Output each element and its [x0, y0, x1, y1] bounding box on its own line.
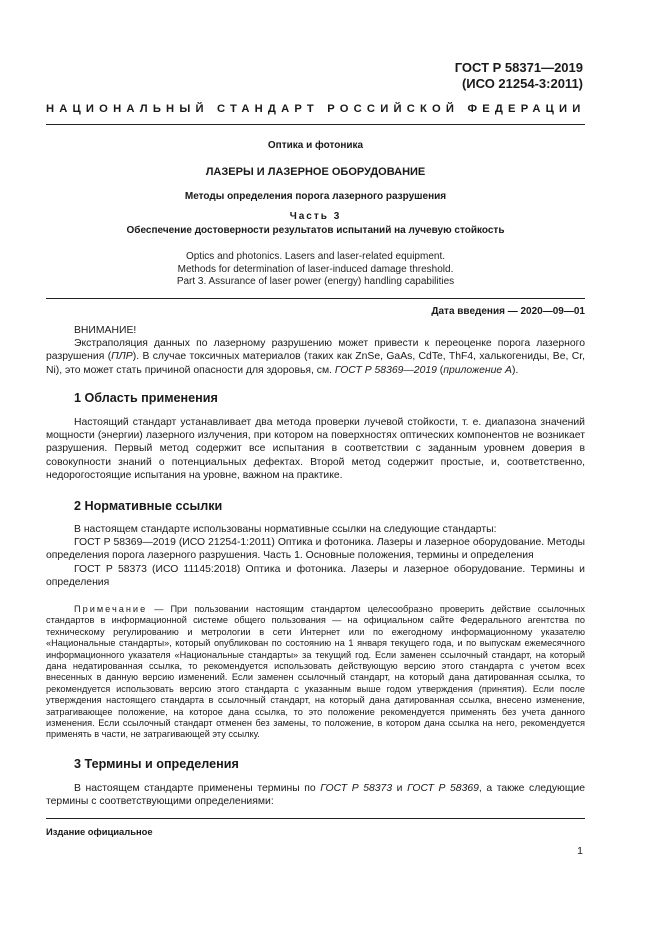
- section-1-text: Настоящий стандарт устанавливает два метода проверки лучевой стойкости, т. е. диапазона значений мощности (энергии) лазерного излучения, при котором на поверхностях оптических компонентов не возникает разрушения. Первый метод содержит все испытания в соответствии с заданным уровнем доверия в совокупности знаний о потенциальных дефектах. Второй метод содержит простые, и, соответственно, недорогостоящие испытания на уровне, важном на практике.: [46, 417, 585, 481]
- section-2-text: [46, 523, 585, 589]
- footer-divider: [46, 818, 585, 819]
- english-title: [46, 251, 585, 289]
- gost-number: ГОСТ Р 58371—2019: [454, 60, 583, 75]
- note-label: Примечание: [74, 604, 148, 614]
- introduction-date: Дата введения — 2020—09—01: [431, 306, 585, 317]
- iso-number: (ИСО 21254-3:2011): [461, 76, 583, 91]
- english-line: Part 3. Assurance of laser power (energy) handling capabilities: [176, 276, 455, 288]
- warning-text: Экстраполяция данных по лазерному разрушению может привести к переоценке порога лазерного разрушения (ПЛР). В случае токсичных материалов (таких как ZnSe, GaAs, CdTe, ThF4, халькогениды, Be, Cr, Ni), это может стать причиной опасности для здоровья, см. ГОСТ Р 58369—2019 (приложение А).: [46, 338, 585, 376]
- part-title: Обеспечение достоверности результатов испытаний на лучевую стойкость: [126, 225, 505, 236]
- standard-designation: [455, 60, 583, 92]
- note-text: — При пользовании настоящим стандартом целесообразно проверить действие ссылочных стандартов в информационной системе общего пользования — на официальном сайте Федерального агентства по техническому регулированию и метрологии в сети Интернет или по ежегодному информационному указателю «Национальные стандарты», который опубликован по состоянию на 1 января текущего года, и по выпускам ежемесячного информационного указателя «Национальные стандарты» за текущий год. Если заменен ссылочный стандарт, на который дана недатированная ссылка, то рекомендуется использовать действующую версию этого стандарта с учетом всех внесенных в данную версию изменений. Если заменен ссылочный стандарт, на который дана датированная ссылка, то рекомендуется использовать версию этого стандарта с указанным выше годом утверждения (принятия). Если после утверждения настоящего стандарта в ссылочный стандарт, на который дана датированная ссылка, внесено изменение, затрагивающее положение, на которое дана ссылка, то это положение рекомендуется применять без учета данного изменения. Если ссылочный стандарт отменен без замены, то положение, в котором дана ссылка на него, рекомендуется применять в части, не затрагивающей эту ссылку.: [46, 604, 585, 740]
- part-label: Часть 3: [289, 211, 342, 222]
- normative-ref: ГОСТ Р 58369—2019 (ИСО 21254-1:2011) Оптика и фотоника. Лазеры и лазерное оборудование. Методы определения порога лазерного разрушения. Часть 1. Основные положения, термины и определения: [46, 537, 585, 562]
- section-1-heading: 1 Область применения: [74, 391, 218, 405]
- section-3-heading: 3 Термины и определения: [74, 757, 239, 771]
- section-2-note: [46, 604, 585, 741]
- main-title: ЛАЗЕРЫ И ЛАЗЕРНОЕ ОБОРУДОВАНИЕ: [205, 166, 426, 178]
- national-standard-title: НАЦИОНАЛЬНЫЙ СТАНДАРТ РОССИЙСКОЙ ФЕДЕРАЦИИ: [46, 103, 586, 115]
- english-line: Optics and photonics. Lasers and laser-related equipment.: [185, 251, 446, 262]
- warning-heading: ВНИМАНИЕ!: [74, 325, 137, 336]
- field-title: Оптика и фотоника: [267, 140, 364, 151]
- english-line: Methods for determination of laser-induced damage threshold.: [177, 263, 454, 275]
- subtitle: Методы определения порога лазерного разрушения: [184, 191, 447, 202]
- section-2-heading: 2 Нормативные ссылки: [74, 499, 223, 513]
- section-3-text: В настоящем стандарте применены термины по ГОСТ Р 58373 и ГОСТ Р 58369, а также следующие термины с соответствующими определениями:: [46, 783, 585, 808]
- normative-intro: В настоящем стандарте использованы нормативные ссылки на следующие стандарты:: [74, 524, 497, 535]
- page-number: 1: [577, 845, 583, 857]
- top-divider: [46, 124, 585, 125]
- title-divider: [46, 298, 585, 299]
- edition-label: Издание официальное: [46, 826, 153, 837]
- normative-ref: ГОСТ Р 58373 (ИСО 11145:2018) Оптика и фотоника. Лазеры и лазерное оборудование. Термины и определения: [46, 563, 585, 588]
- warning-block: [46, 324, 585, 377]
